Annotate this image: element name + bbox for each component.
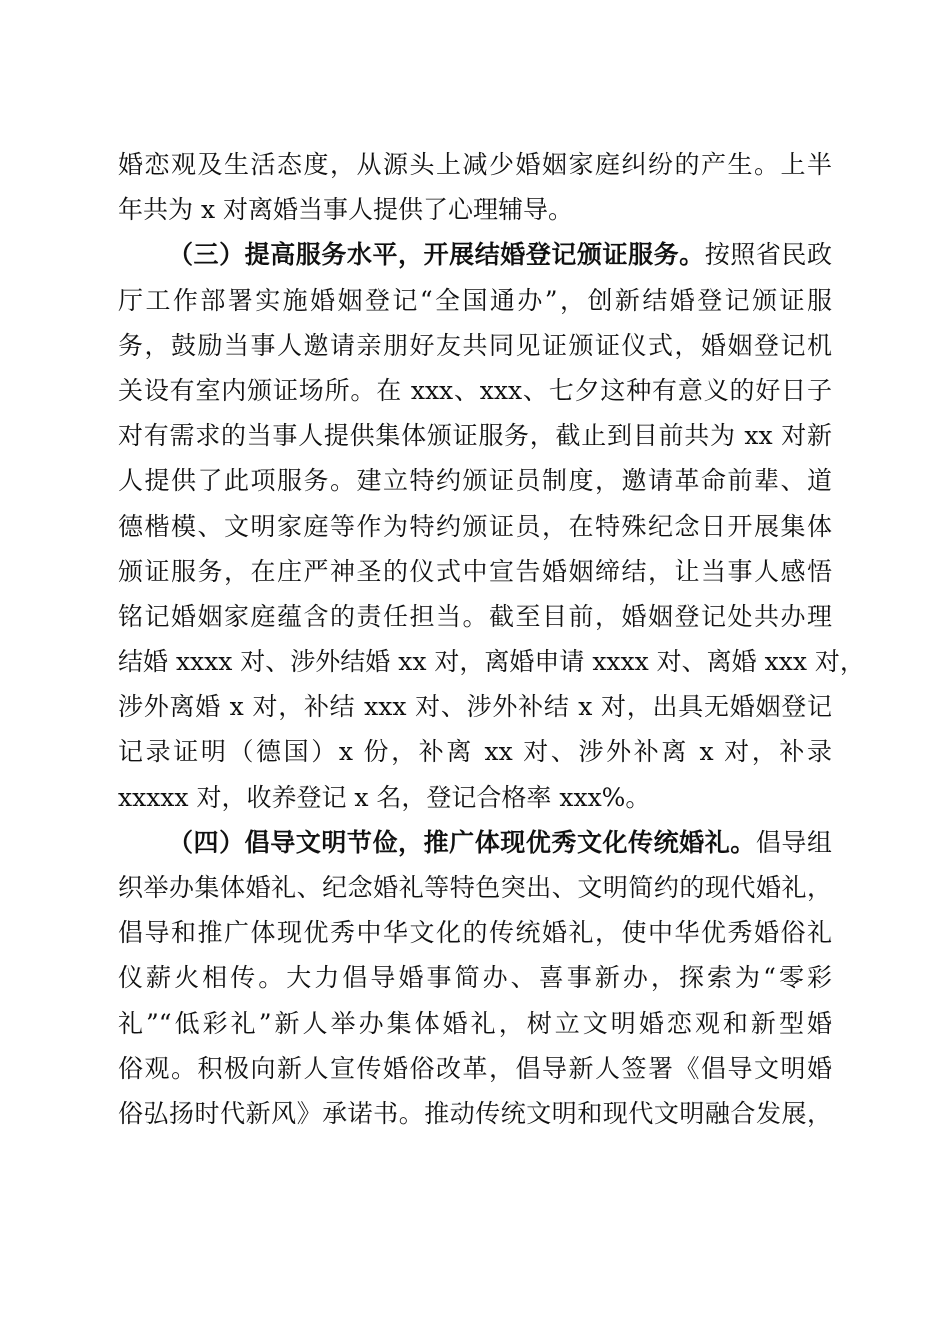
paragraph-1-line-1: 婚恋观及生活态度，从源头上减少婚姻家庭纠纷的产生。上半 — [118, 150, 832, 179]
paragraph-3-line: 礼”“低彩礼”新人举办集体婚礼，树立文明婚恋观和新型婚 — [118, 1008, 832, 1038]
document-page — [118, 142, 865, 1136]
paragraph-3-first-line-text: 倡导组 — [755, 827, 832, 857]
paragraph-2-line: 厅工作部署实施婚姻登记“全国通办”，创新结婚登记颁证服 — [118, 285, 832, 315]
section-heading-3: （三）提高服务水平，开展结婚登记颁证服务。 — [168, 240, 705, 270]
paragraph-3-line: 织举办集体婚礼、纪念婚礼等特色突出、文明简约的现代婚礼， — [118, 873, 832, 902]
paragraph-2-line: 关设有室内颁证场所。在 xxx、xxx、七夕这种有意义的好日子 — [118, 375, 832, 405]
paragraph-3-first-line — [118, 820, 832, 865]
paragraph-2-line: 记录证明（德国）x 份，补离 xx 对、涉外补离 x 对，补录 — [118, 737, 832, 767]
paragraph-3-line: 仪薪火相传。大力倡导婚事简办、喜事新办，探索为“零彩 — [118, 963, 832, 993]
paragraph-1-line-2: 年共为 x 对离婚当事人提供了心理辅导。 — [118, 195, 573, 225]
paragraph-2-line: 德楷模、文明家庭等作为特约颁证员，在特殊纪念日开展集体 — [118, 511, 832, 541]
paragraph-2-line-last: xxxxx 对，收养登记 x 名，登记合格率 xxx%。 — [118, 782, 651, 812]
paragraph-2-line: 颁证服务，在庄严神圣的仪式中宣告婚姻缔结，让当事人感悟 — [118, 556, 832, 586]
paragraph-2-line: 对有需求的当事人提供集体颁证服务，截止到目前共为 xx 对新 — [118, 421, 832, 451]
paragraph-2-first-line-text: 按照省民政 — [704, 240, 832, 270]
paragraph-2-line: 结婚 xxxx 对、涉外结婚 xx 对，离婚申请 xxxx 对、离婚 xxx 对， — [118, 647, 865, 677]
paragraph-2-line: 人提供了此项服务。建立特约颁证员制度，邀请革命前辈、道 — [118, 466, 832, 496]
paragraph-2-line: 涉外离婚 x 对，补结 xxx 对、涉外补结 x 对，出具无婚姻登记 — [118, 692, 832, 722]
paragraph-3-line: 俗弘扬时代新风》承诺书。推动传统文明和现代文明融合发展， — [118, 1098, 832, 1128]
paragraph-3-line: 俗观。积极向新人宣传婚俗改革，倡导新人签署《倡导文明婚 — [118, 1053, 832, 1083]
section-heading-4: （四）倡导文明节俭，推广体现优秀文化传统婚礼。 — [168, 827, 756, 857]
paragraph-2-line: 铭记婚姻家庭蕴含的责任担当。截至目前，婚姻登记处共办理 — [118, 601, 832, 631]
paragraph-2-line: 务，鼓励当事人邀请亲朋好友共同见证颁证仪式，婚姻登记机 — [118, 330, 832, 360]
paragraph-3-line: 倡导和推广体现优秀中华文化的传统婚礼，使中华优秀婚俗礼 — [118, 918, 832, 948]
paragraph-2-first-line — [118, 232, 832, 277]
